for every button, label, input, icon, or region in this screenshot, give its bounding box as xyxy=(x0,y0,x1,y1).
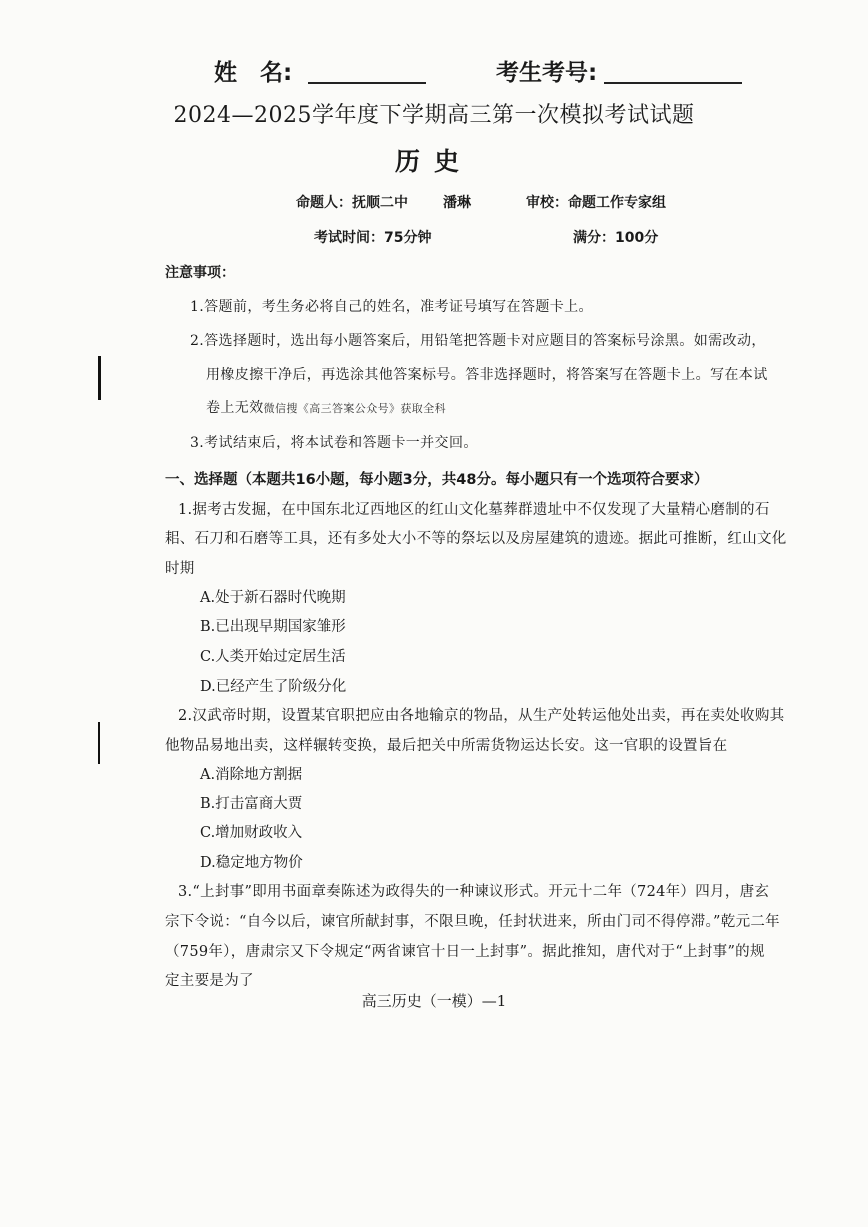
full-score: 满分：100分 xyxy=(573,230,659,246)
q1-option-a: A.处于新石器时代晚期 xyxy=(200,590,346,606)
q1-option-b: B.已出现早期国家雏形 xyxy=(200,619,346,635)
q1-option-d: D.已经产生了阶级分化 xyxy=(200,679,347,695)
subject-title: 历史 xyxy=(394,147,473,176)
notice-item-2-tail: 卷上无效 xyxy=(206,400,264,416)
reviewer: 审校：命题工作专家组 xyxy=(526,195,666,211)
header-line xyxy=(0,54,868,90)
q3-line-4: 定主要是为了 xyxy=(165,973,254,989)
q3-line-1: 3.“上封事”即用书面章奏陈述为政得失的一种谏议形式。开元十二年（724年）四月，唐玄 xyxy=(178,884,770,900)
q1-option-c: C.人类开始过定居生活 xyxy=(200,649,346,665)
notice-item-2-cont: 用橡皮擦干净后，再选涂其他答案标号。答非选择题时，将答案写在答题卡上。写在本试 xyxy=(206,367,768,383)
notice-item-3: 3.考试结束后，将本试卷和答题卡一并交回。 xyxy=(190,435,478,451)
q2-option-c: C.增加财政收入 xyxy=(200,825,303,841)
q2-option-b: B.打击富商大贾 xyxy=(200,796,303,812)
q1-line-1: 1.据考古发掘，在中国东北辽西地区的红山文化墓葬群遗址中不仅发现了大量精心磨制的石 xyxy=(178,502,770,518)
q2-option-a: A.消除地方割据 xyxy=(200,767,303,783)
exam-title: 2024—2025学年度下学期高三第一次模拟考试试题 xyxy=(173,103,695,128)
q2-option-d: D.稳定地方物价 xyxy=(200,855,303,871)
watermark-text: 微信搜《高三答案公众号》获取全科 xyxy=(263,402,447,415)
notice-item-1: 1.答题前，考生务必将自己的姓名，准考证号填写在答题卡上。 xyxy=(190,299,593,315)
author-label: 命题人：抚顺二中 xyxy=(296,195,408,211)
notice-title: 注意事项： xyxy=(165,265,235,281)
notice-item-2: 2.答选择题时，选出每小题答案后，用铅笔把答题卡对应题目的答案标号涂黑。如需改动， xyxy=(190,333,766,349)
q1-line-2: 耜、石刀和石磨等工具，还有多处大小不等的祭坛以及房屋建筑的遗迹。据此可推断，红山文化 xyxy=(165,531,787,547)
exam-number-label: 考生考号: xyxy=(496,60,598,86)
q1-line-3: 时期 xyxy=(165,561,195,577)
page-footer: 高三历史（一模）—1 xyxy=(361,992,507,1010)
author-name: 潘琳 xyxy=(443,195,471,211)
q2-line-2: 他物品易地出卖，这样辗转变换，最后把关中所需货物运达长安。这一官职的设置旨在 xyxy=(165,738,728,754)
name-label: 姓 名: xyxy=(214,60,293,86)
scan-mark xyxy=(98,722,100,764)
section-heading: 一、选择题（本题共16小题，每小题3分，共48分。每小题只有一个选项符合要求） xyxy=(165,472,709,488)
notice-item-2-end xyxy=(206,397,446,417)
exam-time: 考试时间：75分钟 xyxy=(314,230,432,246)
scan-mark xyxy=(98,356,101,400)
name-blank xyxy=(308,56,426,84)
q3-line-2: 宗下令说：“自今以后，谏官所献封事，不限旦晚，任封状进来，所由门司不得停滞。”乾元二年 xyxy=(165,914,780,930)
q3-line-3: （759年），唐肃宗又下令规定“两省谏官十日一上封事”。据此推知，唐代对于“上封事”的规 xyxy=(165,944,765,960)
exam-number-blank xyxy=(604,56,742,84)
q2-line-1: 2.汉武帝时期，设置某官职把应由各地输京的物品，从生产处转运他处出卖，再在卖处收购其 xyxy=(178,708,785,724)
